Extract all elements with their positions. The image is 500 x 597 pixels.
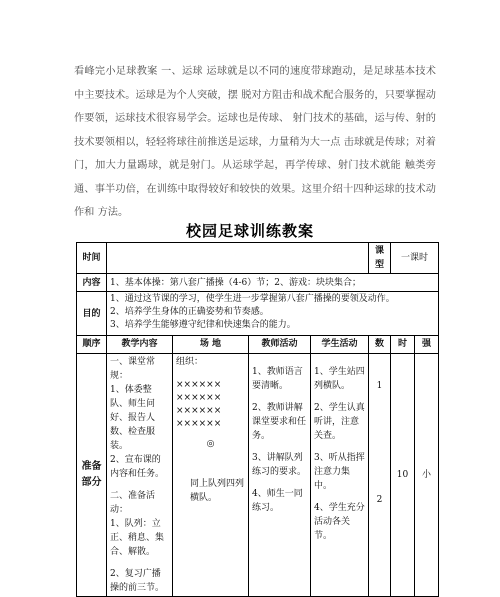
formation-row: ××××××	[176, 419, 222, 429]
header-count: 数	[369, 336, 391, 354]
header-order: 顺序	[77, 336, 107, 354]
field-note: 同上队列四列横队。	[190, 479, 245, 503]
goal-list	[107, 292, 439, 336]
content-line: 1、队列：立正、稍息、集合、解散。	[110, 519, 165, 557]
teacher-act: 3、讲解队列练习的要求。	[252, 453, 307, 477]
content-line: 一、课堂常规：	[110, 357, 156, 381]
intensity-cell: 小	[415, 354, 439, 597]
formation-row: ××××××	[176, 380, 222, 390]
header-teaching-content: 教学内容	[107, 336, 173, 354]
field-cell	[173, 354, 249, 597]
header-field: 场 地	[173, 336, 249, 354]
lesson-plan-table	[76, 242, 439, 597]
time-label: 时间	[77, 243, 107, 274]
count-cell	[369, 354, 391, 597]
type-label: 课型	[369, 243, 391, 274]
content-line: 1、体委整队、师生问好、报告人数、检查服装。	[110, 385, 156, 451]
time-value	[107, 243, 369, 274]
formation-row: ××××××	[176, 406, 222, 416]
goal-item: 2、培养学生身体的正确姿势和节奏感。	[110, 307, 269, 317]
header-student-activity: 学生活动	[311, 336, 369, 354]
column-header-row	[77, 336, 439, 354]
content-line: 2、复习广播操的前三节。	[110, 569, 165, 593]
teacher-act: 1、教师语言要清晰。	[252, 367, 303, 391]
header-teacher-activity: 教师活动	[249, 336, 311, 354]
time-cell: 10	[391, 354, 415, 597]
header-time: 时	[391, 336, 415, 354]
prep-stage-row	[77, 354, 439, 597]
count-value: 2	[376, 495, 383, 505]
teacher-activity-cell	[249, 354, 311, 597]
goal-label: 目的	[77, 292, 107, 336]
goal-row	[77, 292, 439, 336]
student-activity-cell	[311, 354, 369, 597]
formation-diagram	[176, 379, 245, 431]
content-line: 二、准备活动：	[110, 491, 156, 515]
count-value: 1	[376, 381, 383, 391]
time-row	[77, 243, 439, 274]
content-value: 1、基本体操：第八套广播操（4-6）节；2、游戏：块块集合；	[107, 274, 439, 292]
teacher-act: 4、师生一同练习。	[252, 489, 303, 513]
header-intensity: 强	[415, 336, 439, 354]
intro-paragraph: 看峰完小足球教案 一、运球 运球就是以不同的速度带球跑动，是足球基本技术中主要技术。运球是为个人突破，摆 脱对方阻击和战术配合服务的，只要掌握动作要领，运球技术很容易学会。运球也是传球、 射门技术的基础，运与传、射的技术要领相以，轻轻将球往前推送是运球，力量稍为大一点 击球就是传球；对着门，加大力量踢球，就是射门。从运球学起，再学传球、射门技术就能 触类旁通、事半功倍，在训练中取得较好和较快的效果。这里介绍十四种运球的技术动作和 方法。	[74, 66, 436, 218]
field-org-label: 组织：	[176, 357, 204, 367]
student-act: 4、学生充分活动各关节。	[314, 503, 365, 541]
type-value: 一课时	[391, 243, 439, 274]
student-act: 2、学生认真听讲，注意关查。	[314, 403, 365, 441]
formation-row: ××××××	[176, 393, 222, 403]
doc-title: 校园足球训练教案	[185, 222, 314, 240]
student-act: 3、听从指挥注意力集中。	[314, 453, 365, 491]
teacher-act: 2、教师讲解课堂要求和任务。	[252, 403, 307, 441]
stage-label: 准备部分	[77, 354, 107, 597]
goal-item: 1、通过这节课的学习，使学生进一步掌握第八套广播操的要领及动作。	[110, 294, 395, 304]
content-line: 2、宣布课的内容和任务。	[110, 455, 165, 479]
student-act: 1、学生站四列横队。	[314, 367, 365, 391]
teaching-content-cell	[107, 354, 173, 597]
teacher-position-icon: ◎	[206, 439, 215, 449]
content-label: 内容	[77, 274, 107, 292]
goal-item: 3、培养学生能够遵守纪律和快速集合的能力。	[110, 320, 296, 330]
content-row	[77, 274, 439, 292]
